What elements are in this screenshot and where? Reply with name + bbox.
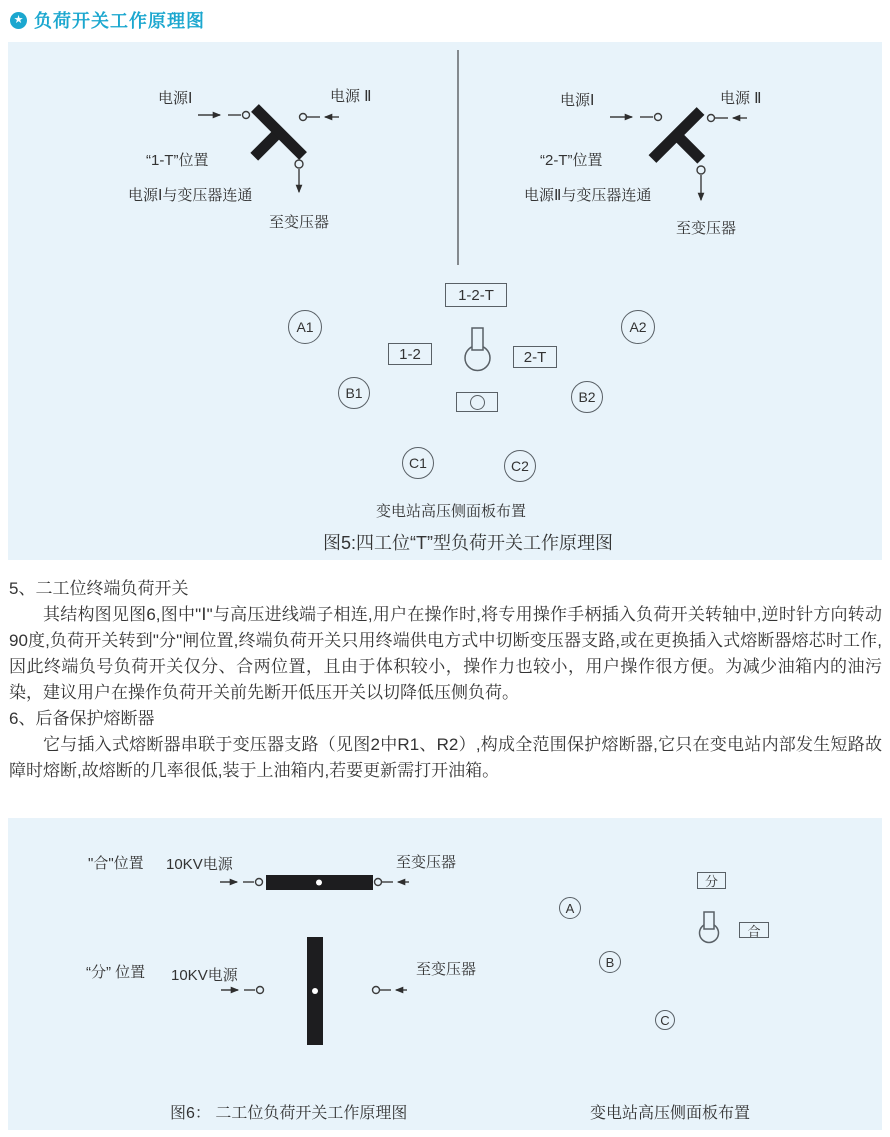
panel-box-1-2-t: 1-2-T <box>445 283 507 307</box>
source1-label: 电源Ⅰ <box>560 92 595 109</box>
panel-layout-caption: 变电站高压侧面板布置 <box>375 503 526 520</box>
source-10kv-label: 10KV电源 <box>171 967 238 984</box>
open-position-label: “分” 位置 <box>86 964 146 981</box>
connection-2t-label: 电源Ⅱ与变压器连通 <box>524 187 652 204</box>
terminal-c: C <box>655 1010 675 1030</box>
panel-layout-caption: 变电站高压侧面板布置 <box>590 1105 751 1122</box>
to-transformer-label: 至变压器 <box>396 854 457 871</box>
terminal-a2: A2 <box>621 310 655 344</box>
panel-box-2-t: 2-T <box>513 346 557 368</box>
figure5-panel <box>8 42 882 560</box>
figure6-panel <box>8 818 882 1130</box>
figure6-caption: 图6： 二工位负荷开关工作原理图 <box>170 1105 408 1122</box>
page-title: 负荷开关工作原理图 <box>34 11 205 31</box>
t-switch-blade-1t <box>230 104 307 181</box>
source2-label: 电源 Ⅱ <box>330 88 372 105</box>
section6-heading: 6、后备保护熔断器 <box>9 709 155 728</box>
to-transformer-label: 至变压器 <box>676 220 737 237</box>
source-10kv-label: 10KV电源 <box>166 856 233 873</box>
position-2t-label: “2-T”位置 <box>540 152 603 169</box>
section5-paragraph: 其结构图见图6,图中"Ⅰ"与高压进线端子相连,用户在操作时,将专用操作手柄插入负荷开关转轴中,逆时针方向转动90度,负荷开关转到"分"闸位置,终端负荷开关只用终端供电方式中切断变压器支路,或在更换插入式熔断器熔芯时工作,因此终端负号负荷开关仅分、合两位置，且由于体积较小，操作力也较小，用户操作很方便。为减少油箱内的油污染，建议用户在操作负荷开关前先断开低压开关以切降低压侧负荷。 <box>9 605 882 702</box>
source1-label: 电源Ⅰ <box>158 90 193 107</box>
position-1t-label: “1-T”位置 <box>146 152 209 169</box>
section6-paragraph: 它与插入式熔断器串联于变压器支路（见图2中R1、R2）,构成全范围保护熔断器,它只在变电站内部发生短路故障时熔断,故熔断的几率很低,装于上油箱内,若要更新需打开油箱。 <box>9 735 882 780</box>
section5-heading: 5、二工位终端负荷开关 <box>9 579 189 598</box>
to-transformer-label: 至变压器 <box>416 961 477 978</box>
connection-1t-label: 电源Ⅰ与变压器连通 <box>128 187 253 204</box>
terminal-b2: B2 <box>571 381 603 413</box>
terminal-b1: B1 <box>338 377 370 409</box>
figure5-caption: 图5:四工位“T”型负荷开关工作原理图 <box>323 533 613 553</box>
body-text <box>9 576 882 784</box>
lock-indicator-box <box>456 392 498 412</box>
terminal-c2: C2 <box>504 450 536 482</box>
terminal-b: B <box>599 951 621 973</box>
indicator-dot-icon <box>470 395 485 410</box>
page-header <box>10 7 205 33</box>
operating-handle-icon <box>465 328 490 371</box>
star-circle-icon <box>10 12 27 29</box>
operating-handle-icon <box>700 912 719 943</box>
terminal-a: A <box>559 897 581 919</box>
terminal-c1: C1 <box>402 447 434 479</box>
to-transformer-label: 至变压器 <box>269 214 330 231</box>
closed-position-label: "合"位置 <box>88 855 144 872</box>
terminal-a1: A1 <box>288 310 322 344</box>
panel-box-closed: 合 <box>739 922 769 938</box>
panel-box-1-2: 1-2 <box>388 343 432 365</box>
source2-label: 电源 Ⅱ <box>720 90 762 107</box>
panel-box-open: 分 <box>697 872 726 889</box>
